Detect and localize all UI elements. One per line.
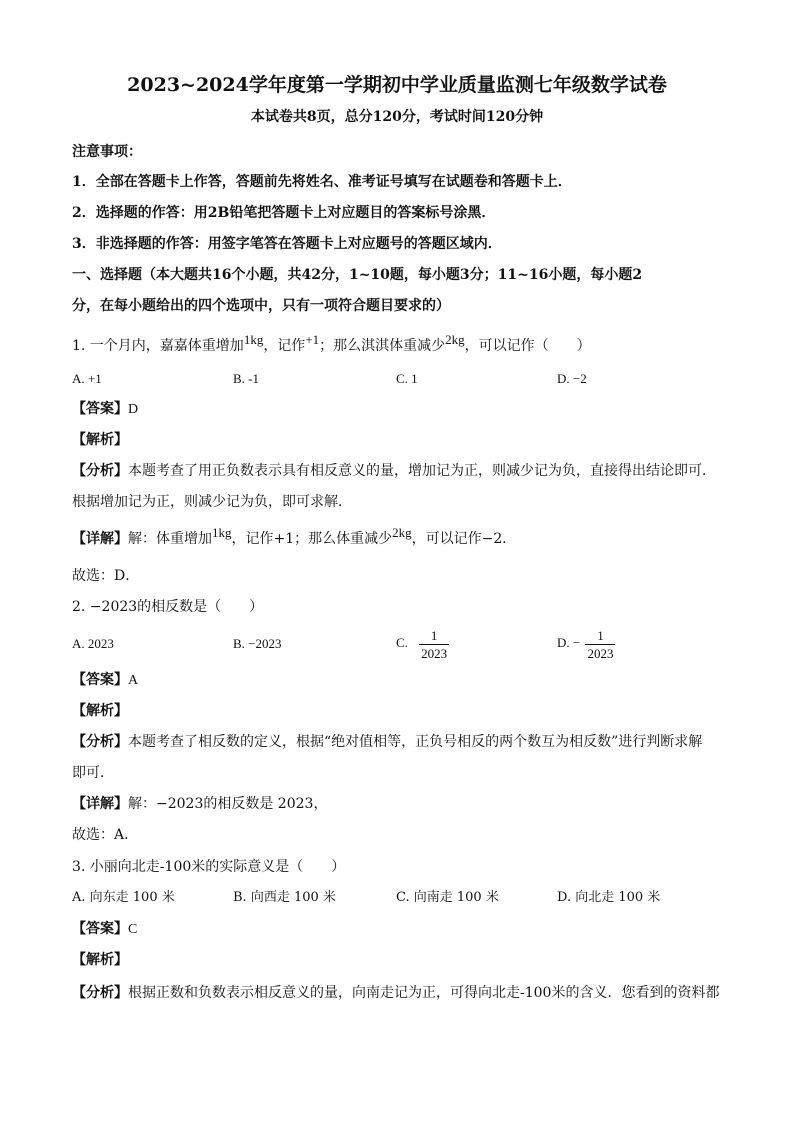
question-1-option-c: C. 1 bbox=[396, 371, 418, 386]
question-2-answer: 【答案】A bbox=[72, 672, 139, 688]
section-heading-line2: 分，在每小题给出的四个选项中，只有一项符合题目要求的） bbox=[72, 298, 450, 314]
section-heading-line1: 一、选择题（本大题共16个小题，共42分，1~10题，每小题3分；11~16小题，每小题2 bbox=[72, 267, 643, 283]
question-1-analysis-line2: 根据增加记为正，则减少记为负，即可求解． bbox=[72, 494, 352, 510]
question-1-analysis-heading: 【解析】 bbox=[72, 432, 128, 448]
question-3-stem: 3. 小丽向北走-100米的实际意义是（ ） bbox=[72, 859, 346, 875]
fraction-1-over-2023: $\frac{1}{2023}$ bbox=[421, 627, 448, 661]
page-subtitle: 本试卷共8页，总分120分，考试时间120分钟 bbox=[250, 109, 544, 125]
question-1-detail: 【详解】解：体重增加1kg，记作+1；那么体重减少2kg，可以记作−2． bbox=[72, 525, 517, 547]
page-title: 2023~2024学年度第一学期初中学业质量监测七年级数学试卷 bbox=[127, 74, 667, 96]
question-3-analysis-heading: 【解析】 bbox=[72, 952, 128, 968]
question-1-option-b: B. -1 bbox=[233, 371, 259, 386]
question-3-option-d: D. 向北走 100 米 bbox=[557, 890, 661, 905]
question-2-analysis-line1: 【分析】本题考查了相反数的定义，根据“绝对值相等，正负号相反的两个数互为相反数”进行判断求解 bbox=[72, 734, 703, 750]
question-1-answer: 【答案】D bbox=[72, 401, 139, 417]
notes-item-3: 3．非选择题的作答：用签字笔答在答题卡上对应题号的答题区域内． bbox=[72, 236, 502, 252]
question-2-option-d: D. − $\frac{1}{2023}$ bbox=[557, 627, 614, 661]
notes-item-1: 1．全部在答题卡上作答，答题前先将姓名、准考证号填写在试题卷和答题卡上． bbox=[72, 174, 572, 190]
question-3-option-b: B. 向西走 100 米 bbox=[233, 890, 336, 905]
fraction-neg-1-over-2023: $\frac{1}{2023}$ bbox=[587, 627, 614, 661]
notes-item-2: 2．选择题的作答：用2B铅笔把答题卡上对应题目的答案标号涂黑． bbox=[72, 205, 496, 221]
question-2-detail: 【详解】解：−2023的相反数是 2023， bbox=[72, 796, 328, 812]
question-2-option-b: B. −2023 bbox=[233, 636, 282, 651]
question-1-analysis-line1: 【分析】本题考查了用正负数表示具有相反意义的量，增加记为正，则减少记为负，直接得出结论即可． bbox=[72, 463, 716, 479]
question-1-stem: 1. 一个月内，嘉嘉体重增加1kg，记作+1；那么淇淇体重减少2kg，可以记作（ ） bbox=[72, 332, 591, 354]
question-3-analysis-line1: 【分析】根据正数和负数表示相反意义的量，向南走记为正，可得向北走-100米的含义．您看到的资料都 bbox=[72, 985, 720, 1001]
question-1-choose: 故选：D． bbox=[72, 568, 140, 584]
question-2-choose: 故选：A． bbox=[72, 827, 139, 843]
question-2-option-a: A. 2023 bbox=[72, 636, 114, 651]
question-3-option-a: A. 向东走 100 米 bbox=[72, 890, 175, 905]
notes-heading: 注意事项： bbox=[72, 144, 142, 160]
question-2-option-c: C. $\frac{1}{2023}$ bbox=[396, 627, 448, 661]
question-2-analysis-heading: 【解析】 bbox=[72, 703, 128, 719]
question-1-option-d: D. −2 bbox=[557, 371, 587, 386]
question-2-stem: 2. −2023的相反数是（ ） bbox=[72, 599, 264, 615]
question-3-option-c: C. 向南走 100 米 bbox=[396, 890, 499, 905]
question-1-option-a: A. +1 bbox=[72, 371, 102, 386]
question-2-analysis-line2: 即可． bbox=[72, 765, 114, 781]
question-3-answer: 【答案】C bbox=[72, 921, 138, 937]
